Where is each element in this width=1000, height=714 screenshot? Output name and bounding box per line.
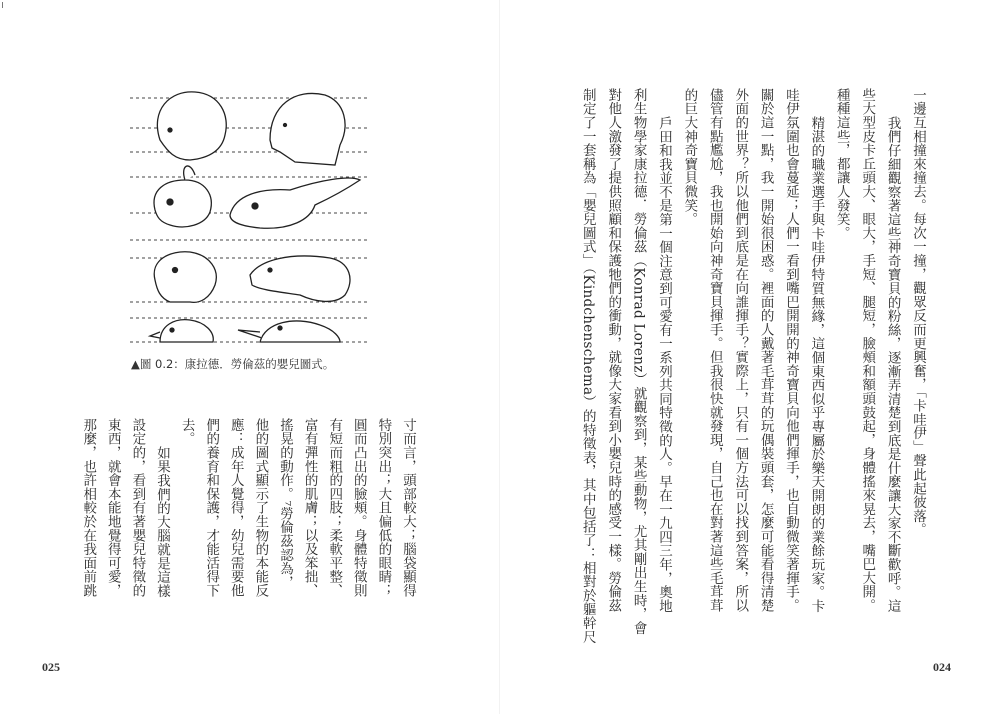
baby-rabbit-head — [154, 166, 211, 227]
human-baby-head — [157, 92, 226, 160]
text-column: 寸而言，頭部較大；腦袋顯得 — [400, 418, 416, 598]
text-column: 的巨大神奇寶貝微笑。 — [681, 88, 698, 226]
page-number: 025 — [42, 660, 60, 674]
text-column: 利生物學家康拉德．勞倫茲（Konrad Lorenz）就觀察到，某些動物，尤其剛出生時，會 — [630, 88, 647, 635]
adult-bird-head — [238, 321, 340, 342]
text-column: 圓而凸出的臉頰。身體特徵則 — [350, 418, 367, 598]
crop-mark — [2, 2, 3, 8]
text-column: 種種這些，都讓人發笑。 — [833, 88, 850, 240]
text-column: 富有彈性的肌膚；以及笨拙、 — [301, 418, 318, 598]
human-adult-head — [270, 93, 345, 165]
text-column: 設定的，看到有著嬰兒特徵的 — [129, 418, 146, 598]
text-column: 去。 — [178, 418, 195, 446]
text-column: 戶田和我並不是第一個注意到可愛有一系列共同特徵的人。早在一九四三年，奧地 — [656, 116, 672, 613]
text-column: 有短而粗的四肢；柔軟平整、 — [326, 418, 343, 598]
puppy-head — [154, 252, 216, 303]
figure-caption: ▲圖 0.2：康拉德．勞倫茲的嬰兒圖式。 — [131, 357, 335, 371]
text-column: 對他人激發了提供照顧和保護牠們的衝動，就像大家看到小嬰兒時的感受一樣。勞倫茲 — [605, 88, 622, 613]
chick-head — [150, 320, 213, 342]
text-column: 制定了一套稱為「嬰兒圖式」（Kindchenschema）的特徵表，其中包括了：相對於軀幹尺 — [579, 88, 596, 644]
baby-schema-illustration — [130, 80, 370, 352]
text-column: 些大型皮卡丘頭大、眼大，手短、腿短，臉頰和額頭鼓起，身體搖來晃去，嘴巴大開。 — [859, 88, 876, 613]
adult-rabbit-head — [230, 178, 360, 228]
text-column: 他的圖式顯示了生物的本能反 — [252, 418, 269, 598]
text-column: 那麼，也許相較於在我面前跳 — [80, 418, 97, 598]
text-column: 東西，就會本能地覺得可愛， — [104, 418, 121, 598]
text-column: 關於這一點，我一開始很困惑。裡面的人戴著毛茸茸的玩偶裝頭套，怎麼可能看得清楚 — [757, 88, 774, 613]
text-column: 我們仔細觀察著這些神奇寶貝的粉絲，逐漸弄清楚到底是什麼讓大家不斷歡呼。這 — [884, 116, 901, 613]
text-column: 儘管有點尷尬，我也開始向神奇寶貝揮手。但我很快就發現，自己也在對著這些毛茸茸 — [706, 88, 723, 613]
adult-dog-head — [250, 256, 350, 301]
text-column: 精湛的職業選手與卡哇伊特質無緣，這個東西似乎專屬於樂天開朗的業餘玩家。卡 — [808, 116, 825, 613]
text-column: 哇伊氛圍也會蔓延；人們一看到嘴巴開開的神奇寶貝向他們揮手，也自動微笑著揮手。 — [783, 88, 799, 613]
right-page — [500, 0, 1000, 714]
text-column: 特別突出；大且偏低的眼睛； — [375, 418, 392, 598]
text-column: 一邊互相撞來撞去。每次一撞，觀眾反而更興奮，「卡哇伊」聲此起彼落。 — [910, 88, 926, 537]
page-number: 024 — [933, 660, 951, 674]
text-column: 搖晃的動作。⁷勞倫茲認為， — [277, 418, 293, 590]
text-column: 外面的世界？所以他們到底是在向誰揮手？實際上，只有一個方法可以找到答案，所以 — [732, 88, 749, 613]
text-column: 們的養育和保護，才能活得下 — [203, 418, 220, 598]
text-column: 如果我們的大腦就是這樣 — [154, 446, 170, 598]
text-column: 應：成年人覺得，幼兒需要他 — [227, 418, 244, 598]
